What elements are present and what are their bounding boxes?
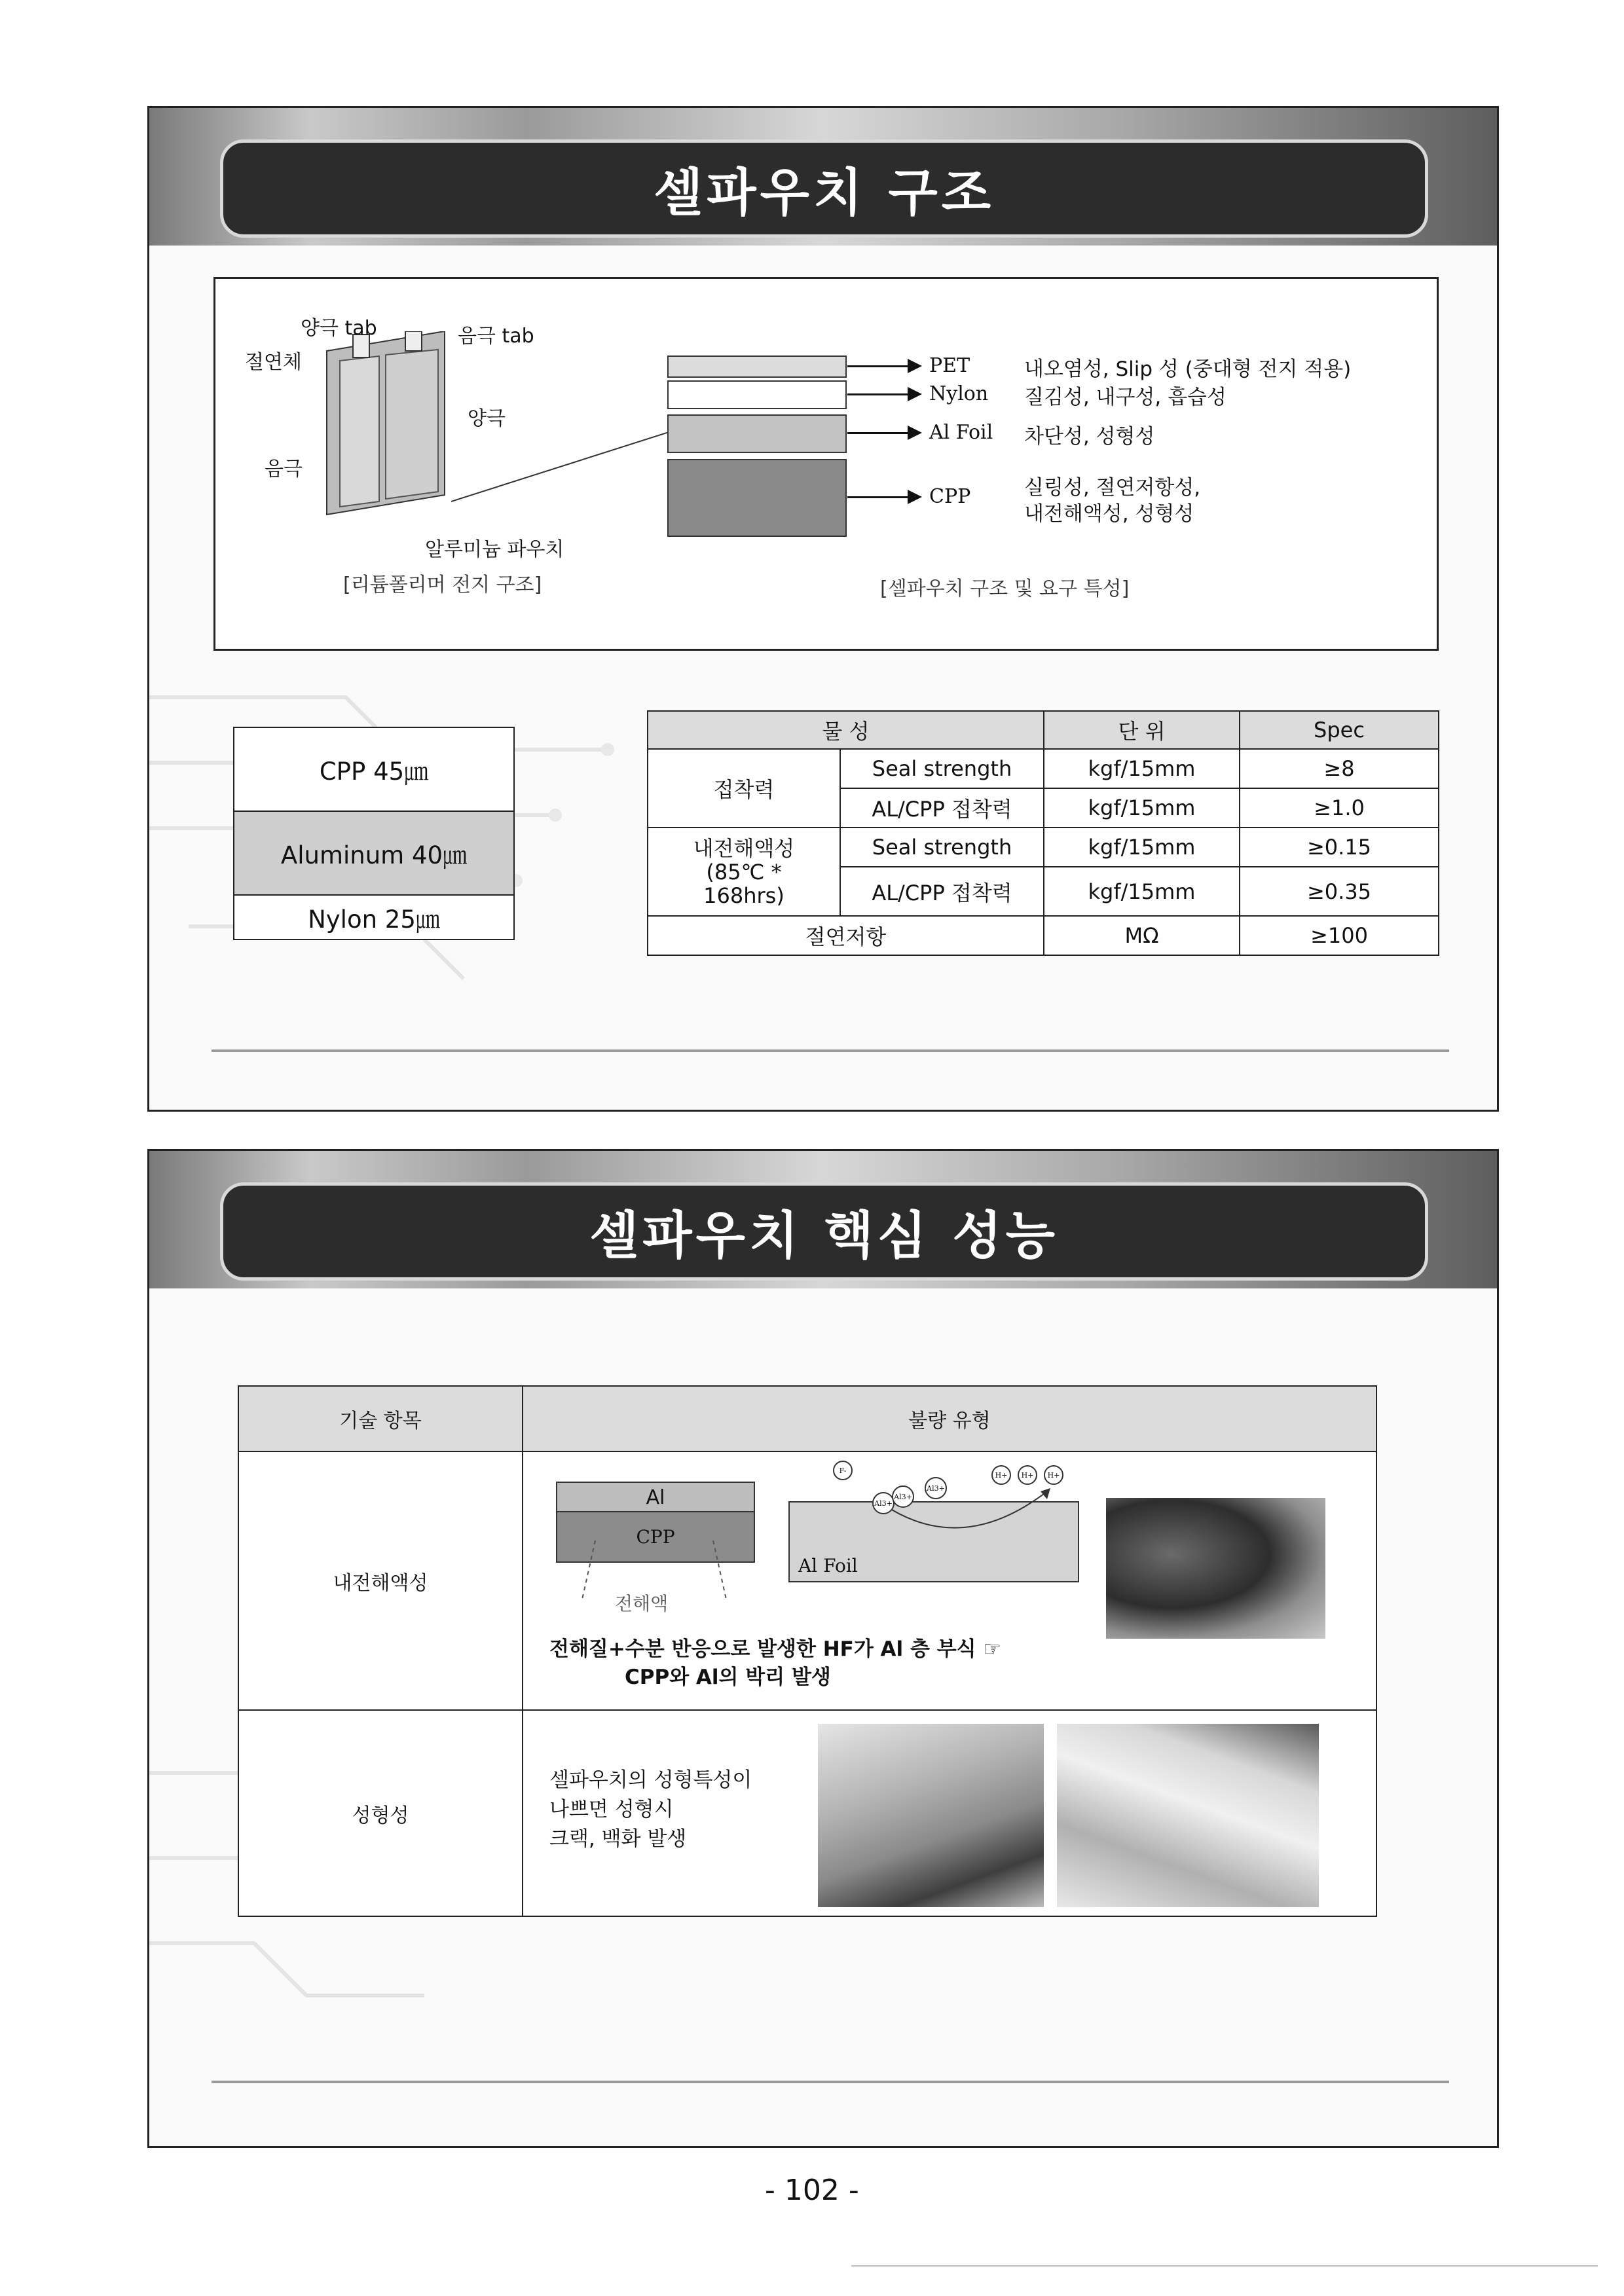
table-cell: kgf/15mm <box>1044 828 1240 867</box>
lithium-polymer-cell-drawing <box>314 331 458 521</box>
al-foil-label: Al Foil <box>798 1555 858 1576</box>
anode-tab-label: 음극 tab <box>458 325 534 348</box>
formed-pouch-photo <box>818 1724 1044 1907</box>
electrolyte-defect-cell <box>523 1451 1376 1710</box>
al-foil-arrow <box>847 432 919 434</box>
table-cell: Seal strength <box>840 749 1044 788</box>
stack-nylon-label: Nylon 25㎛ <box>308 905 440 934</box>
anode-label: 음극 <box>265 458 303 481</box>
cpp-property-line2: 내전해액성, 성형성 <box>1024 502 1194 526</box>
crack-whitening-photo <box>1057 1724 1319 1907</box>
table-cell: ≥100 <box>1240 916 1439 955</box>
stack-aluminum <box>233 811 515 896</box>
insulator-label: 절연체 <box>245 351 302 374</box>
ion-h-3: H+ <box>1047 1471 1060 1480</box>
table-cell: ≥0.35 <box>1240 867 1439 916</box>
ion-h-2: H+ <box>1021 1471 1034 1480</box>
al-foil-property: 차단성, 성형성 <box>1024 425 1155 448</box>
slide-cell-pouch-structure <box>147 106 1499 1112</box>
al-label: Al <box>646 1486 665 1509</box>
slide-title: 셀파우치 핵심 성능 <box>589 1207 1060 1266</box>
cathode-tab-label: 양극 tab <box>301 317 377 340</box>
table-cell: ≥0.15 <box>1240 828 1439 867</box>
stack-cpp-label: CPP 45㎛ <box>319 757 429 786</box>
electrolyte-desc-line1: 전해질+수분 반응으로 발생한 HF가 Al 층 부식 ☞ <box>549 1637 1002 1661</box>
page-bottom-rule <box>851 2265 1598 2267</box>
table-cell: ≥1.0 <box>1240 788 1439 828</box>
performance-table <box>238 1385 1377 1917</box>
header-unit: 단 위 <box>1044 711 1240 749</box>
header-tech-item: 기술 항목 <box>238 1386 523 1451</box>
row-electrolyte-resistance: 내전해액성 <box>238 1451 523 1710</box>
table-cell: kgf/15mm <box>1044 749 1240 788</box>
ion-h-1: H+ <box>995 1471 1008 1480</box>
table-cell: kgf/15mm <box>1044 788 1240 828</box>
formability-desc-line3: 크랙, 백화 발생 <box>549 1827 687 1851</box>
slide-bottom-rule <box>212 1049 1449 1052</box>
table-cell: 절연저항 <box>648 916 1044 955</box>
pet-name: PET <box>929 354 970 377</box>
delamination-photo <box>1106 1498 1325 1639</box>
nylon-name: Nylon <box>929 382 989 405</box>
header-spec: Spec <box>1240 711 1439 749</box>
row-formability: 성형성 <box>238 1710 523 1916</box>
cpp-property: 실링성, 절연저항성, <box>1024 476 1201 500</box>
header-property: 물 성 <box>648 711 1044 749</box>
cpp-layer-strip <box>667 459 847 537</box>
formability-desc-line2: 나쁘면 성형시 <box>549 1798 674 1821</box>
pouch-label: 알루미늄 파우치 <box>425 538 564 561</box>
structure-diagram-frame <box>213 277 1439 651</box>
table-cell: ≥8 <box>1240 749 1439 788</box>
electrolyte-desc-line2: CPP와 Al의 박리 발생 <box>625 1666 831 1689</box>
al-foil-layer-strip <box>667 414 847 453</box>
group-adhesion: 접착력 <box>648 749 840 828</box>
nylon-layer-strip <box>667 380 847 409</box>
stack-nylon <box>233 894 515 940</box>
ion-f: F- <box>839 1467 847 1475</box>
table-cell: MΩ <box>1044 916 1240 955</box>
ion-al-2: Al3+ <box>894 1493 912 1501</box>
cathode-label: 양극 <box>468 407 506 430</box>
nylon-arrow <box>847 393 919 395</box>
electrolyte-label: 전해액 <box>615 1593 669 1614</box>
table-cell: kgf/15mm <box>1044 867 1240 916</box>
ion-diagram <box>831 1459 1080 1544</box>
cell-caption: [리튬폴리머 전지 구조] <box>343 574 542 596</box>
stack-aluminum-label: Aluminum 40㎛ <box>280 841 468 869</box>
formability-desc-line1: 셀파우치의 성형특성이 <box>549 1768 752 1792</box>
al-layer <box>556 1482 755 1514</box>
table-cell: AL/CPP 접착력 <box>840 788 1044 828</box>
ion-al-1: Al3+ <box>874 1499 893 1508</box>
group-electrolyte-resistance: 내전해액성 (85℃ * 168hrs) <box>648 828 840 916</box>
slide-title-bar <box>220 139 1428 238</box>
al-foil-name: Al Foil <box>929 421 993 444</box>
cpp-arrow <box>847 496 919 498</box>
cpp-name: CPP <box>929 485 971 508</box>
spec-table <box>647 710 1439 956</box>
table-cell: AL/CPP 접착력 <box>840 867 1044 916</box>
layers-caption: [셀파우치 구조 및 요구 특성] <box>880 577 1130 600</box>
pet-arrow <box>847 365 919 367</box>
ion-al-3: Al3+ <box>927 1484 945 1493</box>
cpp-label: CPP <box>636 1526 675 1548</box>
stack-cpp <box>233 727 515 812</box>
slide-cell-pouch-performance <box>147 1149 1499 2148</box>
slide-title-bar <box>220 1182 1428 1281</box>
nylon-property: 질김성, 내구성, 흡습성 <box>1024 386 1227 409</box>
slide-bottom-rule <box>212 2081 1449 2083</box>
pet-layer-strip <box>667 355 847 378</box>
table-cell: Seal strength <box>840 828 1044 867</box>
callout-line <box>451 410 687 508</box>
header-defect-type: 불량 유형 <box>523 1386 1376 1451</box>
slide-title: 셀파우치 구조 <box>653 164 995 223</box>
pet-property: 내오염성, Slip 성 (중대형 전지 적용) <box>1024 357 1352 381</box>
formability-defect-cell <box>523 1710 1376 1916</box>
page-number: - 102 - <box>765 2174 859 2207</box>
